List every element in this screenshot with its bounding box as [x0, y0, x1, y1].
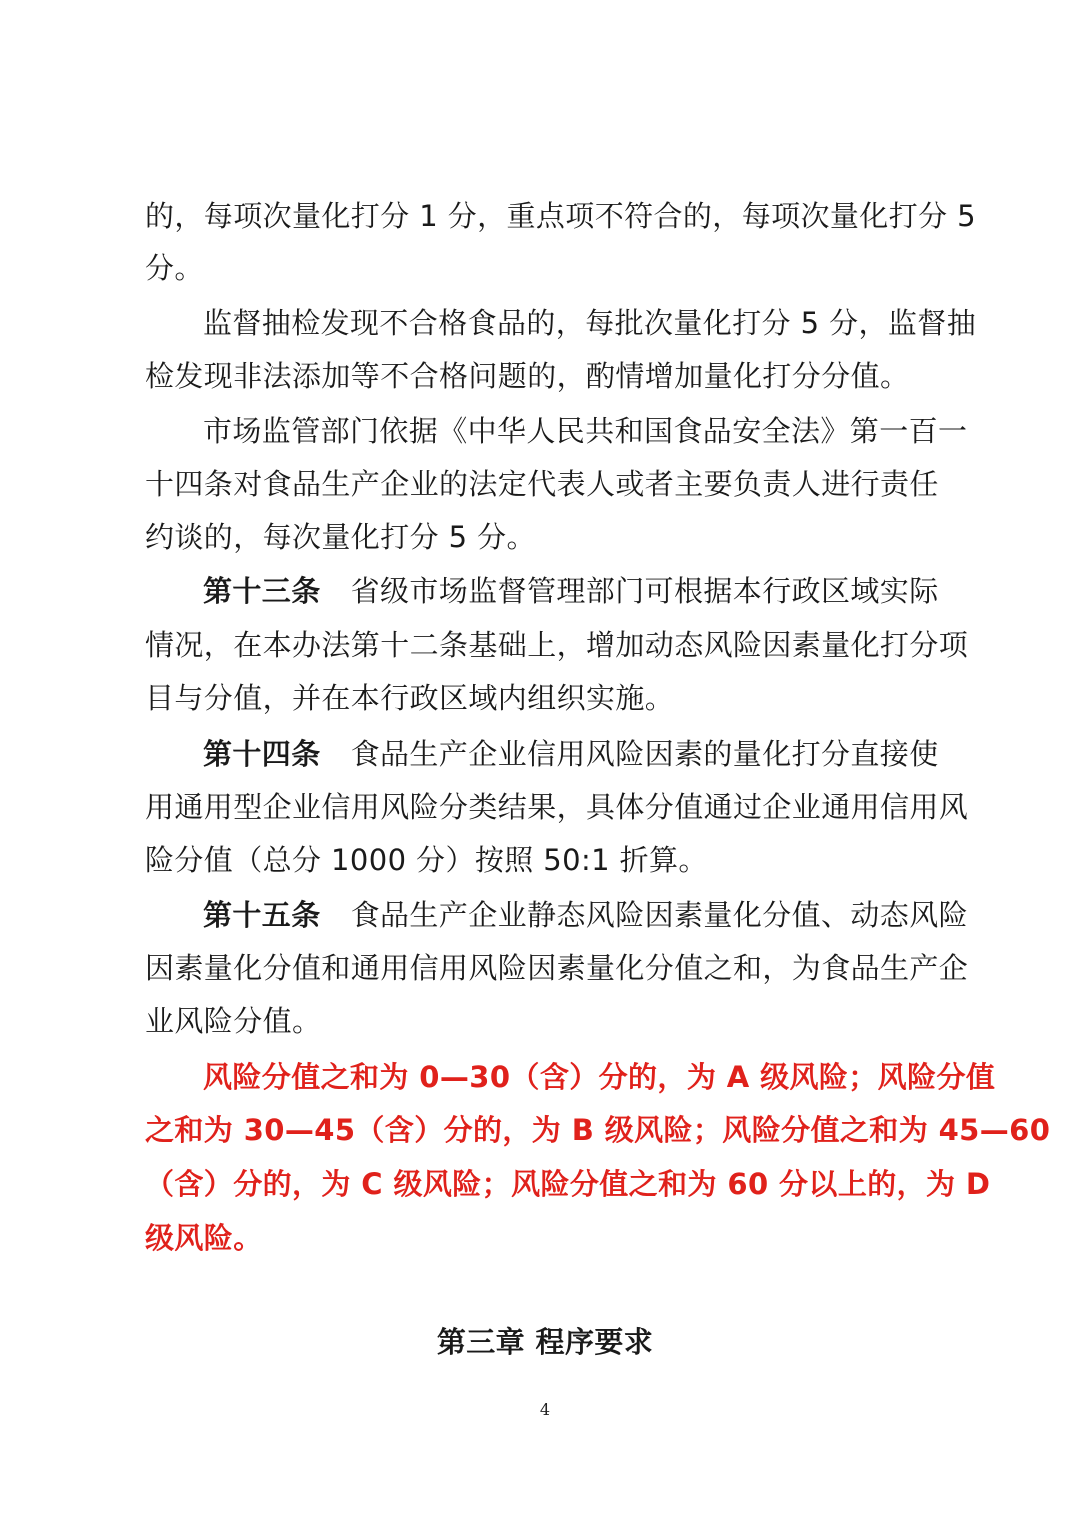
risk-grade-line: 之和为 30—45（含）分的，为 B 级风险；风险分值之和为 45—60 [145, 1113, 1051, 1147]
article-15-heading: 第十五条 [203, 898, 321, 932]
paragraph-line: 情况，在本办法第十二条基础上，增加动态风险因素量化打分项 [145, 628, 969, 662]
paragraph-line: 险分值（总分 1000 分）按照 50:1 折算。 [145, 843, 708, 877]
risk-grade-line: 级风险。 [145, 1221, 263, 1255]
paragraph-line: 目与分值，并在本行政区域内组织实施。 [145, 681, 675, 715]
chapter-title: 第三章 程序要求 [436, 1325, 654, 1359]
article-14-first-line [203, 734, 939, 774]
article-13-heading: 第十三条 [203, 574, 321, 608]
paragraph-line: 的，每项次量化打分 1 分，重点项不符合的，每项次量化打分 5 [145, 199, 976, 233]
paragraph-line: 业风险分值。 [145, 1004, 322, 1038]
paragraph-line: 用通用型企业信用风险分类结果，具体分值通过企业通用信用风 [145, 790, 969, 824]
article-13-text: 省级市场监督管理部门可根据本行政区域实际 [350, 574, 939, 608]
risk-grade-line: 风险分值之和为 0—30（含）分的，为 A 级风险；风险分值 [203, 1060, 996, 1094]
article-13-first-line [203, 571, 939, 611]
article-14-heading: 第十四条 [203, 737, 321, 771]
paragraph-line: 分。 [145, 251, 204, 285]
article-14-text: 食品生产企业信用风险因素的量化打分直接使 [350, 737, 939, 771]
paragraph-line: 市场监管部门依据《中华人民共和国食品安全法》第一百一 [203, 414, 968, 448]
article-15-first-line [203, 895, 968, 935]
paragraph-line: 检发现非法添加等不合格问题的，酌情增加量化打分分值。 [145, 359, 910, 393]
article-15-text: 食品生产企业静态风险因素量化分值、动态风险 [350, 898, 969, 932]
page-number: 4 [539, 1400, 551, 1419]
paragraph-line: 十四条对食品生产企业的法定代表人或者主要负责人进行责任 [145, 467, 939, 501]
paragraph-line: 约谈的，每次量化打分 5 分。 [145, 520, 536, 554]
paragraph-line: 监督抽检发现不合格食品的，每批次量化打分 5 分，监督抽 [203, 306, 977, 340]
risk-grade-line: （含）分的，为 C 级风险；风险分值之和为 60 分以上的，为 D [145, 1167, 991, 1201]
paragraph-line: 因素量化分值和通用信用风险因素量化分值之和，为食品生产企 [145, 951, 969, 985]
